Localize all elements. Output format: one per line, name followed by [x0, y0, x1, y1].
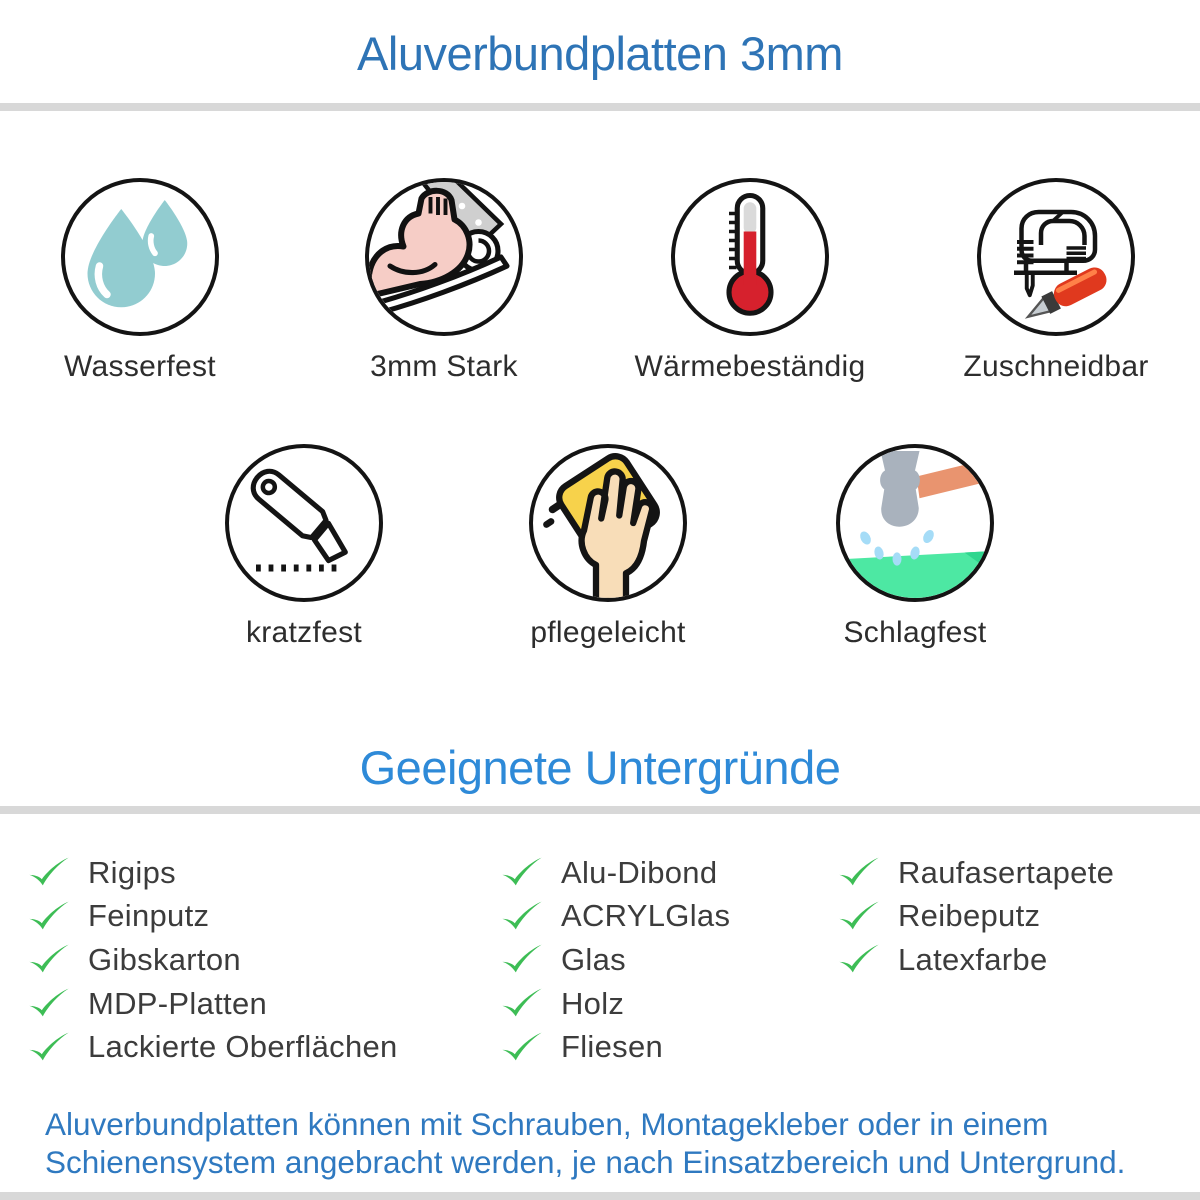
feature-circle	[529, 444, 687, 602]
feature-label: pflegeleicht	[530, 616, 686, 649]
substrate-label: MDP-Platten	[88, 985, 268, 1021]
check-icon	[500, 856, 544, 889]
substrate-label: Glas	[561, 941, 626, 977]
feature-circle	[836, 444, 994, 602]
cleaning-hand-icon	[533, 448, 683, 598]
substrate-item	[837, 895, 1114, 939]
feature-item-pflegeleicht	[458, 444, 758, 650]
substrate-item	[500, 1025, 730, 1069]
substrate-label: Feinputz	[88, 898, 210, 934]
substrate-item	[27, 895, 398, 939]
footer-line-2: Schienensystem angebracht werden, je nach Einsatzbereich und Untergrund.	[45, 1143, 1126, 1180]
footer-line-1: Aluverbundplatten können mit Schrauben, Montagekleber oder in einem	[45, 1106, 1049, 1142]
substrate-label: Alu-Dibond	[561, 854, 718, 890]
check-icon	[27, 987, 71, 1020]
substrate-item	[837, 938, 1114, 982]
substrate-label: ACRYLGlas	[561, 898, 731, 934]
substrate-label: Holz	[561, 985, 625, 1021]
feature-label: Schlagfest	[843, 616, 987, 649]
substrate-item	[27, 982, 398, 1026]
check-icon	[500, 1031, 544, 1064]
substrate-label: Raufasertapete	[898, 854, 1115, 890]
substrate-item	[27, 851, 398, 895]
divider	[0, 1192, 1200, 1200]
feature-item-schlagfest	[765, 444, 1065, 650]
footer-note	[45, 1106, 1185, 1181]
check-icon	[500, 943, 544, 976]
feature-circle	[225, 444, 383, 602]
feature-circle	[671, 178, 829, 336]
check-icon	[27, 1031, 71, 1064]
substrates-title: Geeignete Untergründe	[359, 741, 841, 794]
feature-item-waermebestaendig	[600, 178, 900, 384]
check-icon	[837, 943, 881, 976]
check-icon	[500, 987, 544, 1020]
thermometer-icon	[675, 182, 825, 332]
substrate-item	[837, 851, 1114, 895]
substrate-item	[27, 1025, 398, 1069]
check-icon	[27, 943, 71, 976]
water-drops-icon	[65, 182, 215, 332]
feature-label: Wasserfest	[64, 350, 216, 383]
substrate-label: Fliesen	[561, 1029, 664, 1065]
substrate-item	[500, 982, 730, 1026]
feature-label: Zuschneidbar	[963, 350, 1149, 383]
divider	[0, 806, 1200, 814]
utility-knife-icon	[229, 448, 379, 598]
substrate-column-1	[27, 851, 398, 1069]
substrate-label: Lackierte Oberflächen	[88, 1029, 398, 1065]
feature-circle	[61, 178, 219, 336]
divider	[0, 103, 1200, 111]
substrate-column-2	[500, 851, 730, 1069]
check-icon	[27, 856, 71, 889]
check-icon	[500, 900, 544, 933]
substrate-label: Latexfarbe	[898, 941, 1048, 977]
substrate-label: Reibeputz	[898, 898, 1041, 934]
feature-label: 3mm Stark	[370, 350, 518, 383]
feature-label: kratzfest	[245, 616, 363, 649]
feature-circle	[977, 178, 1135, 336]
check-icon	[837, 856, 881, 889]
page-title: Aluverbundplatten 3mm	[357, 27, 843, 80]
check-icon	[27, 900, 71, 933]
feature-item-kratzfest	[154, 444, 454, 650]
hammer-icon	[840, 448, 990, 598]
feature-label: Wärmebeständig	[634, 350, 866, 383]
substrate-item	[500, 938, 730, 982]
jigsaw-cutter-icon	[981, 182, 1131, 332]
substrate-item	[500, 851, 730, 895]
feature-item-3mm-stark	[294, 178, 594, 384]
check-icon	[837, 900, 881, 933]
feature-item-wasserfest	[0, 178, 290, 384]
feature-circle	[365, 178, 523, 336]
strong-arm-icon	[369, 182, 519, 332]
substrate-label: Rigips	[88, 854, 176, 890]
substrate-column-3	[837, 851, 1114, 982]
substrate-label: Gibskarton	[88, 941, 241, 977]
feature-item-zuschneidbar	[906, 178, 1200, 384]
substrate-item	[27, 938, 398, 982]
substrate-item	[500, 895, 730, 939]
